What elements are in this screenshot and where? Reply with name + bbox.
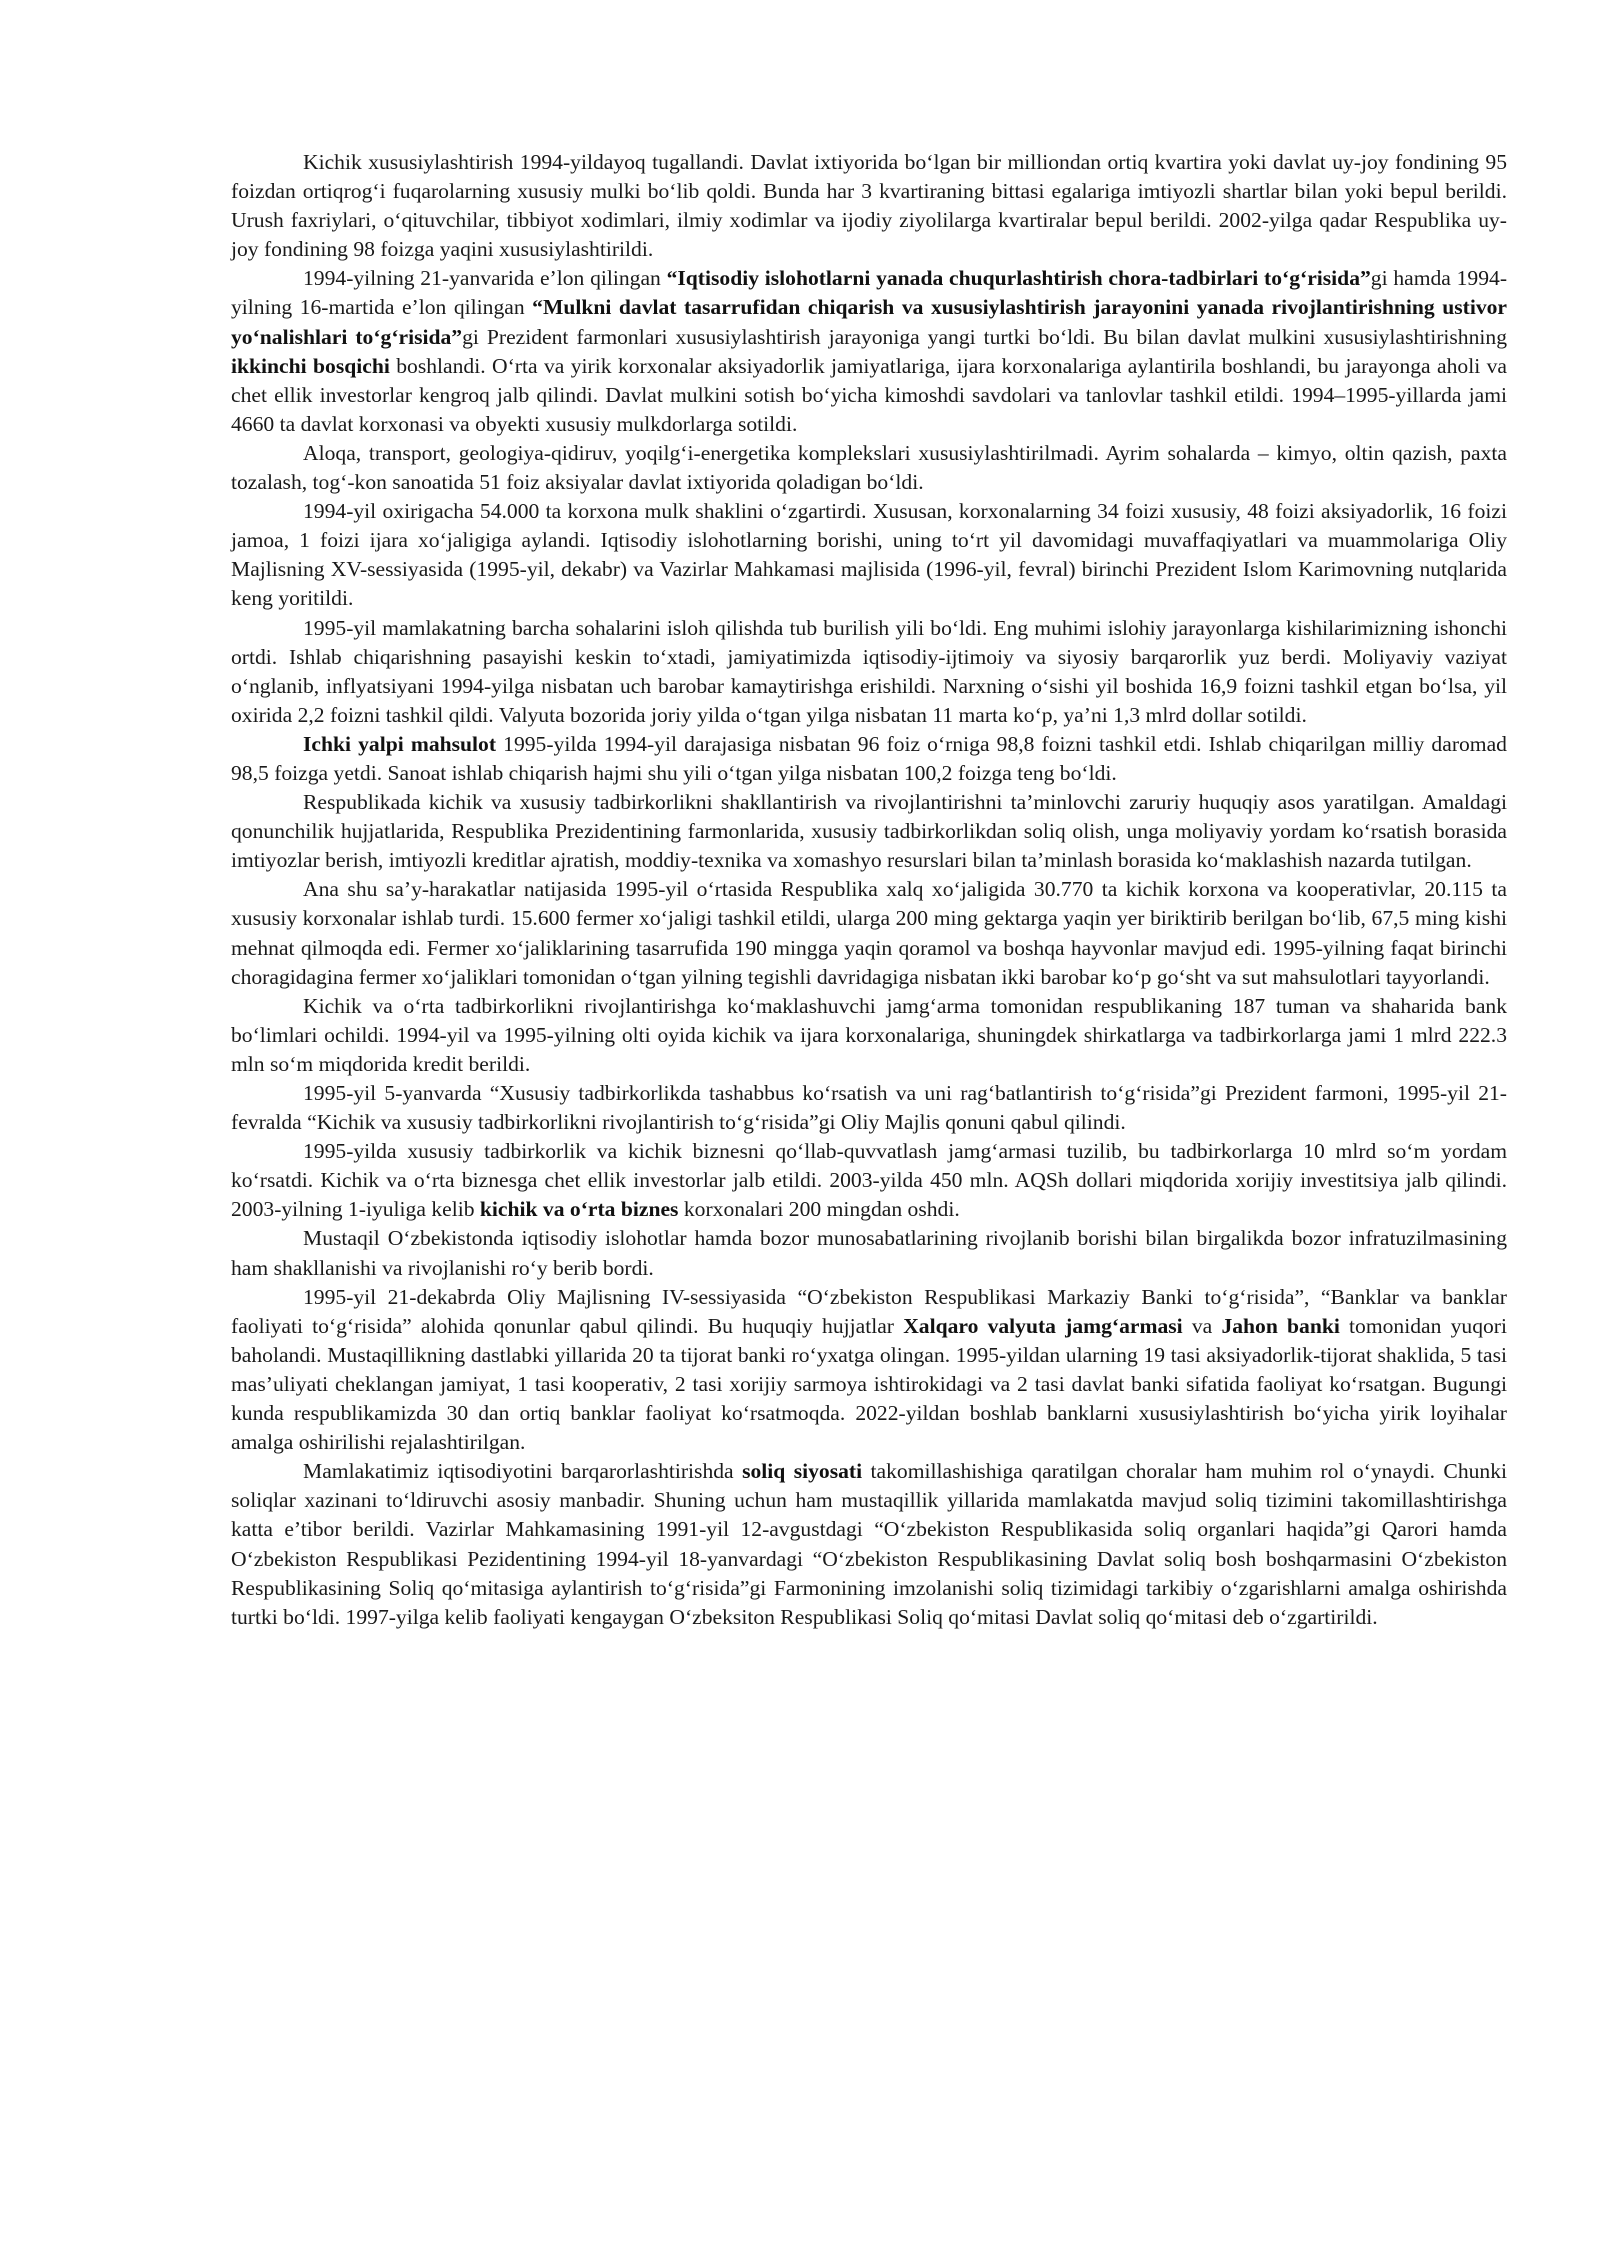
paragraph bbox=[231, 788, 1507, 875]
text-segment: va bbox=[1182, 1313, 1222, 1338]
text-segment: 1995-yilda 1994-yil darajasiga nisbatan 96 foiz o‘rniga 98,8 foizni tashkil etdi. Ishlab chiqarilgan milliy daromad 98,5 foizga yetdi. Sanoat ishlab chiqarish hajmi shu yili o‘tgan yilga nisbatan 100,2 foizga teng bo‘ldi. bbox=[231, 731, 1507, 785]
text-segment: 1995-yil mamlakatning barcha sohalarini isloh qilishda tub burilish yili bo‘ldi. Eng muhimi islohiy jarayonlarga kishilarimizning ishonchi ortdi. Ishlab chiqarishning pasayishi keskin to‘xtadi, jamiyatimizda iqtisodiy-ijtimoiy va siyosiy barqarorlik yuz berdi. Moliyaviy vaziyat o‘nglanib, inflyatsiyani 1994-yilga nisbatan uch barobar kamaytirishga erishildi. Narxning o‘sishi yil boshida 16,9 foizni tashkil etgan bo‘lsa, yil oxirida 2,2 foizni tashkil qildi. Valyuta bozorida joriy yilda o‘tgan yilga nisbatan 11 marta ko‘p, ya’ni 1,3 mlrd dollar sotildi. bbox=[231, 615, 1507, 727]
paragraph bbox=[231, 264, 1507, 439]
bold-term: Xalqaro valyuta jamg‘armasi bbox=[903, 1313, 1183, 1338]
paragraph bbox=[231, 1137, 1507, 1224]
text-segment: 1994-yilning 21-yanvarida e’lon qilingan bbox=[303, 266, 667, 291]
bold-term: kichik va o‘rta biznes bbox=[479, 1197, 679, 1222]
text-segment: Mamlakatimiz iqtisodiyotini barqarorlashtirishda bbox=[303, 1459, 743, 1484]
bold-decree-title: “Iqtisodiy islohotlarni yanada chuqurlashtirish chora-tadbirlari to‘g‘risida” bbox=[666, 266, 1371, 291]
text-segment: boshlandi. O‘rta va yirik korxonalar aksiyadorlik jamiyatlariga, ijara korxonalariga aylantirila boshlandi, bu jarayonga aholi va chet ellik investorlar kengroq jalb qilindi. Davlat mulkini sotish bo‘yicha kimoshdi savdolari va tanlovlar tashkil etildi. 1994–1995-yillarda jami 4660 ta davlat korxonasi va obyekti xususiy mulkdorlarga sotildi. bbox=[231, 353, 1507, 436]
text-segment: Kichik va o‘rta tadbirkorlikni rivojlantirishga ko‘maklashuvchi jamg‘arma tomonidan respublikaning 187 tuman va shaharida bank bo‘limlari ochildi. 1994-yil va 1995-yilning olti oyida kichik va ijara korxonalariga, shuningdek shirkatlarga va tadbirkorlarga jami 1 mlrd 222.3 mln so‘m miqdorida kredit berildi. bbox=[231, 993, 1507, 1076]
bold-term: ikkinchi bosqichi bbox=[231, 353, 390, 378]
text-segment: tomonidan yuqori baholandi. Mustaqillikning dastlabki yillarida 20 ta tijorat banki ro‘yxatga olingan. 1995-yildan ularning 19 tasi aksiyadorlik-tijorat shaklida, 5 tasi mas’uliyati cheklangan jamiyat, 1 tasi kooperativ, 2 tasi xorijiy sarmoya ishtirokidagi va 2 tasi davlat banki sifatida faoliyat ko‘rsatgan. Bugungi kunda respublikamizda 30 dan ortiq banklar faoliyat ko‘rsatmoqda. 2022-yildan boshlab banklarni xususiylashtirish bo‘yicha yirik loyihalar amalga oshirilishi rejalashtirilgan. bbox=[231, 1313, 1507, 1455]
bold-term: Ichki yalpi mahsulot bbox=[303, 731, 497, 756]
document-page bbox=[231, 148, 1507, 1632]
paragraph bbox=[231, 875, 1507, 991]
text-segment: korxonalari 200 mingdan oshdi. bbox=[678, 1197, 960, 1222]
text-segment: Aloqa, transport, geologiya-qidiruv, yoqilg‘i-energetika komplekslari xususiylashtirilmadi. Ayrim sohalarda – kimyo, oltin qazish, paxta tozalash, tog‘-kon sanoatida 51 foiz aksiyalar davlat ixtiyorida qoladigan bo‘ldi. bbox=[231, 440, 1507, 495]
paragraph bbox=[231, 439, 1507, 497]
text-segment: 1995-yil 5-yanvarda “Xususiy tadbirkorlikda tashabbus ko‘rsatish va uni rag‘batlantirish to‘g‘risida”gi Prezident farmoni, 1995-yil 21-fevralda “Kichik va xususiy tadbirkorlikni rivojlantirish to‘g‘risida”gi Oliy Majlis qonuni qabul qilindi. bbox=[231, 1081, 1507, 1135]
paragraph bbox=[231, 1079, 1507, 1137]
paragraph bbox=[231, 1283, 1507, 1458]
bold-term: soliq siyosati bbox=[742, 1459, 863, 1484]
text-segment: Mustaqil O‘zbekistonda iqtisodiy islohotlar hamda bozor munosabatlarining rivojlanib borishi bilan birgalikda bozor infratuzilmasining ham shakllanishi va rivojlanishi ro‘y berib bordi. bbox=[231, 1226, 1507, 1280]
paragraph bbox=[231, 148, 1507, 264]
text-segment: takomillashishiga qaratilgan choralar ham muhim rol o‘ynaydi. Chunki soliqlar xazinani to‘ldiruvchi asosiy manbadir. Shuning uchun ham mustaqillik yillarida mamlakatda mavjud soliq tizimini takomillashtirishga katta e’tibor berildi. Vazirlar Mahkamasining 1991-yil 12-avgustdagi “O‘zbekiston Respublikasida soliq organlari haqida”gi Qarori hamda O‘zbekiston Respublikasi Pezidentining 1994-yil 18-yanvardagi “O‘zbekiston Respublikasining Davlat soliq bosh boshqarmasini O‘zbekiston Respublikasining Soliq qo‘mitasiga aylantirish to‘g‘risida”gi Farmonining imzolanishi soliq tizimidagi tarkibiy o‘zgarishlarni amalga oshirishda turtki bo‘ldi. 1997-yilga kelib faoliyati kengaygan O‘zbeksiton Respublikasi Soliq qo‘mitasi Davlat soliq qo‘mitasi deb o‘zgartirildi. bbox=[231, 1459, 1508, 1629]
text-segment: 1994-yil oxirigacha 54.000 ta korxona mulk shaklini o‘zgartirdi. Xususan, korxonalarning 34 foizi xususiy, 48 foizi aksiyadorlik, 16 foizi jamoa, 1 foizi ijara xo‘jaligiga aylandi. Iqtisodiy islohotlarning borishi, uning to‘rt yil davomidagi muvaffaqiyatlari va muammolariga Oliy Majlisning XV-sessiyasida (1995-yil, dekabr) va Vazirlar Mahkamasi majlisida (1996-yil, fevral) birinchi Prezident Islom Karimovning nutqlarida keng yoritildi. bbox=[231, 499, 1507, 611]
text-segment: gi Prezident farmonlari xususiylashtirish jarayoniga yangi turtki bo‘ldi. Bu bilan davlat mulkini xususiylashtirishning bbox=[462, 324, 1507, 349]
bold-term: Jahon banki bbox=[1221, 1313, 1340, 1338]
paragraph bbox=[231, 992, 1507, 1079]
paragraph bbox=[231, 1224, 1507, 1282]
paragraph bbox=[231, 497, 1507, 613]
text-segment: 1995-yilda xususiy tadbirkorlik va kichik biznesni qo‘llab-quvvatlash jamg‘armasi tuzilib, bu tadbirkorlarga 10 mlrd so‘m yordam ko‘rsatdi. Kichik va o‘rta biznesga chet ellik investorlar jalb etildi. 2003-yilda 450 mln. AQSh dollari miqdorida xorijiy investitsiya jalb qilindi. 2003-yilning 1-iyuliga kelib bbox=[231, 1139, 1507, 1222]
paragraph bbox=[231, 1457, 1507, 1632]
text-segment: gi hamda 1994-yilning 16-martida e’lon qilingan bbox=[231, 266, 1508, 320]
text-segment: Respublikada kichik va xususiy tadbirkorlikni shakllantirish va rivojlantirishni ta’minlovchi zaruriy huquqiy asos yaratilgan. Amaldagi qonunchilik hujjatlarida, Respublika Prezidentining farmonlarida, xususiy tadbirkorlikdan soliq olish, unga moliyaviy yordam ko‘rsatish borasida imtiyozlar berish, imtiyozli kreditlar ajratish, moddiy-texnika va xomashyo resurslari bilan ta’minlash borasida ko‘maklashish nazarda tutilgan. bbox=[231, 790, 1507, 873]
paragraph bbox=[231, 730, 1507, 788]
paragraph bbox=[231, 614, 1507, 730]
text-segment: Ana shu sa’y-harakatlar natijasida 1995-yil o‘rtasida Respublika xalq xo‘jaligida 30.770 ta kichik korxona va kooperativlar, 20.115 ta xususiy korxonalar ishlab turdi. 15.600 fermer xo‘jaligi tashkil etildi, ularga 200 ming gektarga yaqin yer biriktirib berilgan bo‘lib, 67,5 ming kishi mehnat qilmoqda edi. Fermer xo‘jaliklarining tasarrufida 190 mingga yaqin qoramol va boshqa hayvonlar mavjud edi. 1995-yilning faqat birinchi choragidagina fermer xo‘jaliklari tomonidan o‘tgan yilning tegishli davridagiga nisbatan ikki barobar ko‘p go‘sht va sut mahsulotlari tayyorlandi. bbox=[231, 877, 1507, 989]
text-segment: Kichik xususiylashtirish 1994-yildayoq tugallandi. Davlat ixtiyorida bo‘lgan bir milliondan ortiq kvartira yoki davlat uy-joy fondining 95 foizdan ortiqrog‘i fuqarolarning xususiy mulki bo‘lib qoldi. Bunda har 3 kvartiraning bittasi egalariga imtiyozli shartlar bilan yoki bepul berildi. Urush faxriylari, o‘qituvchilar, tibbiyot xodimlari, ilmiy xodimlar va ijodiy ziyolilarga kvartiralar bepul berildi. 2002-yilga qadar Respublika uy-joy fondining 98 foizga yaqini xususiylashtirildi. bbox=[231, 150, 1507, 262]
bold-decree-title: “Mulkni davlat tasarrufidan chiqarish va xususiylashtirish jarayonini yanada rivojlantirishning ustivor yo‘nalishlari to‘g‘risida” bbox=[231, 295, 1508, 349]
text-segment: 1995-yil 21-dekabrda Oliy Majlisning IV-sessiyasida “O‘zbekiston Respublikasi Markaziy Banki to‘g‘risida”, “Banklar va banklar faoliyati to‘g‘risida” alohida qonunlar qabul qilindi. Bu huquqiy hujjatlar bbox=[231, 1284, 1507, 1338]
